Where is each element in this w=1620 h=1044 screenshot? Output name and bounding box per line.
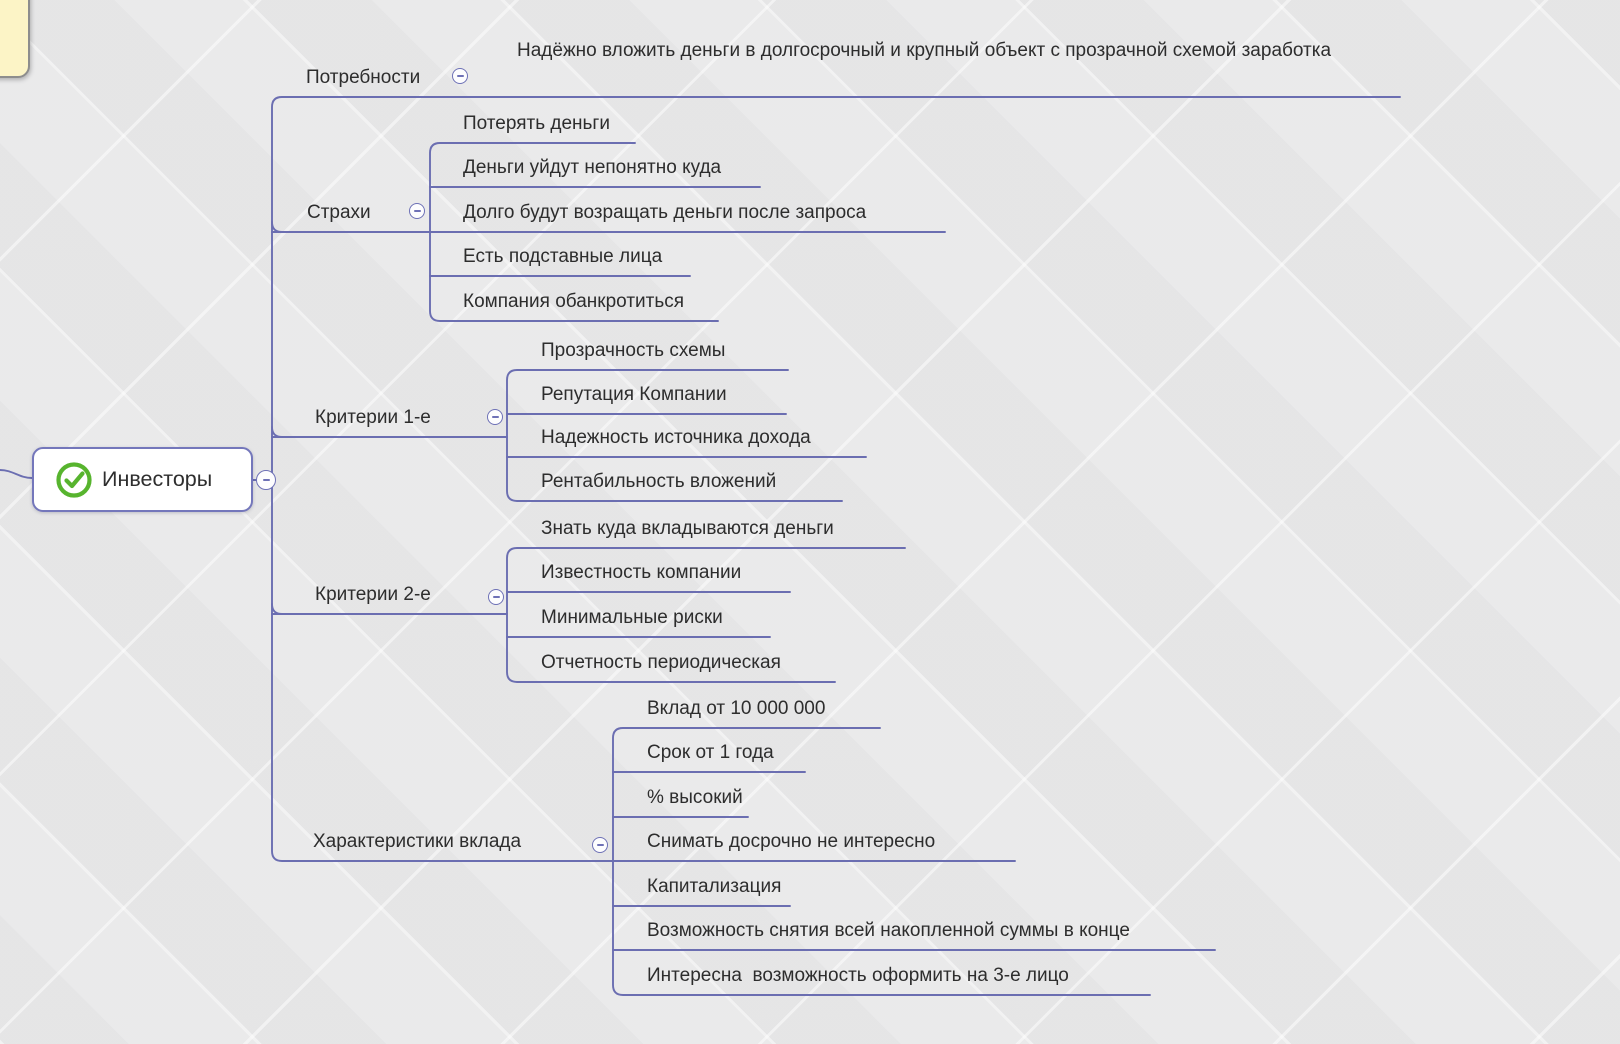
topic-deposit-6[interactable]: Возможность снятия всей накопленной суммы в конце	[647, 920, 1130, 941]
topic-fears-4[interactable]: Есть подставные лица	[463, 246, 663, 267]
collapse-button-criteria1[interactable]	[487, 409, 503, 425]
minus-icon	[457, 75, 464, 77]
topic-deposit-1[interactable]: Вклад от 10 000 000	[647, 698, 826, 719]
topic-needs-1[interactable]: Надёжно вложить деньги в долгосрочный и крупный объект с прозрачной схемой заработка	[517, 40, 1332, 61]
topic-deposit-3[interactable]: % высокий	[647, 787, 743, 808]
minus-icon	[492, 416, 499, 418]
topic-deposit-4[interactable]: Снимать досрочно не интересно	[647, 831, 936, 852]
root-topic-label: Инвесторы	[102, 467, 213, 491]
minus-icon	[597, 844, 604, 846]
minus-icon	[493, 596, 500, 598]
topic-criteria1-3[interactable]: Надежность источника дохода	[541, 427, 811, 448]
minus-icon	[414, 210, 421, 212]
topic-fears-5[interactable]: Компания обанкротиться	[463, 291, 685, 312]
topic-criteria1-1[interactable]: Прозрачность схемы	[541, 340, 726, 361]
root-topic-investors[interactable]	[32, 447, 253, 512]
topic-criteria1-4[interactable]: Рентабильность вложений	[541, 471, 777, 492]
topic-deposit-2[interactable]: Срок от 1 года	[647, 742, 774, 763]
topic-fears-3[interactable]: Долго будут возращать деньги после запроса	[463, 202, 867, 223]
branch-label-criteria2[interactable]: Критерии 2-е	[315, 584, 431, 605]
parent-connector-line	[0, 470, 32, 478]
branch-label-deposit[interactable]: Характеристики вклада	[313, 831, 522, 852]
minus-icon	[263, 479, 270, 481]
topic-deposit-5[interactable]: Капитализация	[647, 876, 782, 897]
sticky-note[interactable]	[0, 0, 30, 78]
topic-criteria2-1[interactable]: Знать куда вкладываются деньги	[541, 518, 834, 539]
branch-label-criteria1[interactable]: Критерии 1-е	[315, 407, 431, 428]
branch-label-needs[interactable]: Потребности	[306, 67, 421, 88]
topic-criteria2-2[interactable]: Известность компании	[541, 562, 742, 583]
topic-criteria2-4[interactable]: Отчетность периодическая	[541, 652, 781, 673]
collapse-button-needs[interactable]	[452, 68, 468, 84]
collapse-button-criteria2[interactable]	[488, 589, 504, 605]
topic-fears-2[interactable]: Деньги уйдут непонятно куда	[463, 157, 722, 178]
topic-criteria2-3[interactable]: Минимальные риски	[541, 607, 723, 628]
collapse-button-fears[interactable]	[409, 203, 425, 219]
topic-criteria1-2[interactable]: Репутация Компании	[541, 384, 727, 405]
topic-fears-1[interactable]: Потерять деньги	[463, 113, 610, 134]
topic-deposit-7[interactable]: Интересна возможность оформить на 3-е лицо	[647, 965, 1069, 986]
collapse-button-root[interactable]	[256, 470, 276, 490]
branch-label-fears[interactable]: Страхи	[307, 202, 371, 223]
task-complete-icon	[55, 461, 93, 499]
collapse-button-deposit[interactable]	[592, 837, 608, 853]
